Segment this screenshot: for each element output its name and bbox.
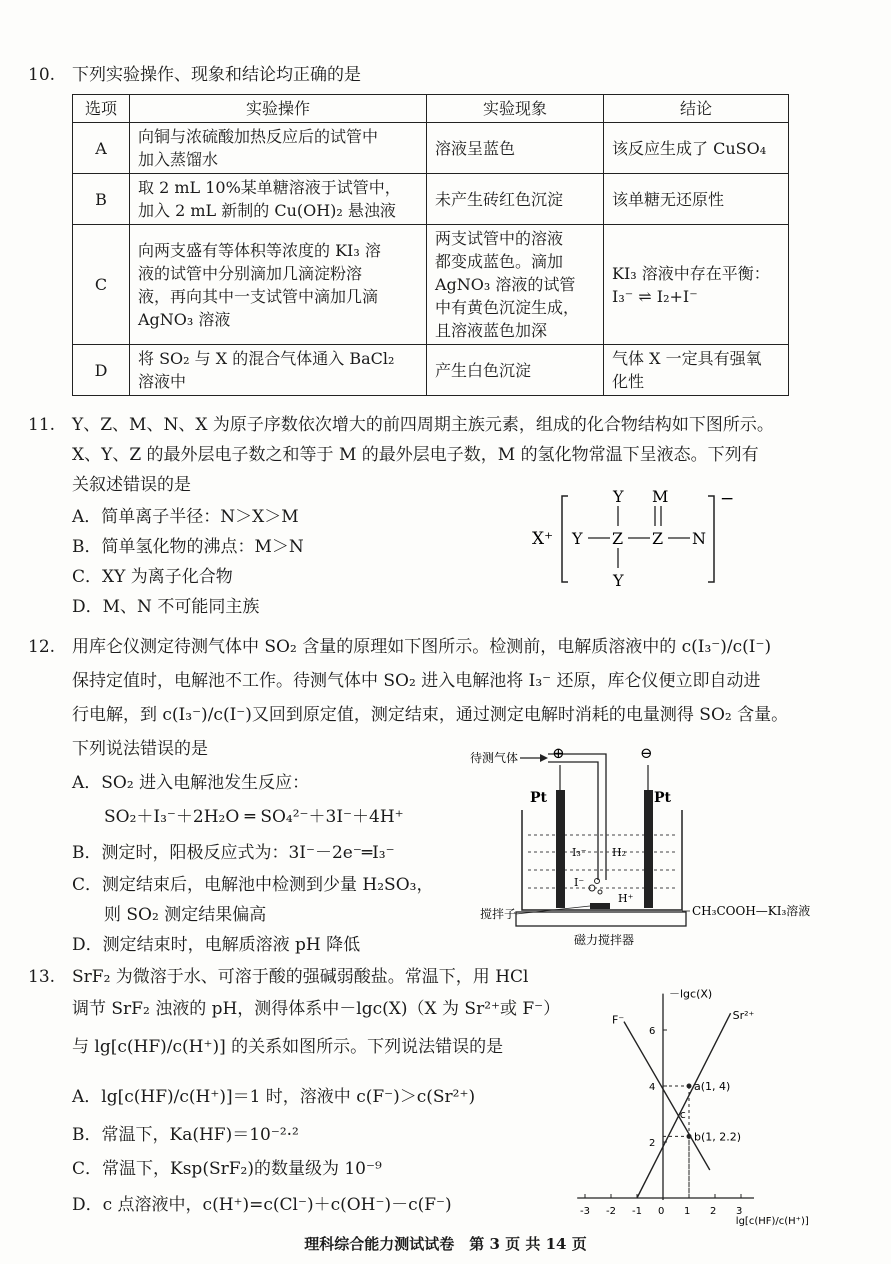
table-row xyxy=(73,174,789,225)
q12-option-c-cont: 则 SO₂ 测定结果偏高 xyxy=(104,905,267,925)
data-point xyxy=(687,1134,692,1139)
magnetic-stirrer-base xyxy=(516,912,686,926)
atom-z-1: Z xyxy=(612,529,624,548)
series-line xyxy=(624,1022,710,1170)
gas-inlet-label: 待测气体 xyxy=(470,751,519,765)
q13-option-d: D．c 点溶液中，c(H⁺)=c(Cl⁻)＋c(OH⁻)－c(F⁻) xyxy=(72,1195,452,1215)
row-operation: 将 SO₂ 与 X 的混合气体通入 BaCl₂ 溶液中 xyxy=(130,345,427,396)
q10-table xyxy=(72,94,789,396)
q11-stem-line: X、Y、Z 的最外层电子数之和等于 M 的最外层电子数，M 的氢化物常温下呈液态。下列有 xyxy=(72,445,759,465)
stirrer-base-label: 磁力搅拌器 xyxy=(574,933,635,947)
x-tick-label: 3 xyxy=(736,1206,743,1217)
table-row xyxy=(73,123,789,174)
right-electrode-label: Pt xyxy=(654,790,671,806)
x-axis-label: lg[c(HF)/c(H⁺)] xyxy=(735,1216,809,1227)
q13-stem-line: 与 lg[c(HF)/c(H⁺)] 的关系如图所示。下列说法错误的是 xyxy=(72,1037,504,1057)
x-tick-label: -2 xyxy=(606,1206,616,1217)
row-operation: 向两支盛有等体积等浓度的 KI₃ 溶 液的试管中分别滴加几滴淀粉溶 液，再向其中一支试管中滴加几滴 AgNO₃ 溶液 xyxy=(130,225,427,345)
anion-charge: − xyxy=(720,489,735,509)
x-tick-label: -3 xyxy=(580,1206,590,1217)
point-label: a(1, 4) xyxy=(694,1080,731,1093)
q12-number: 12. xyxy=(28,637,56,657)
q13-option-a: A．lg[c(HF)/c(H⁺)]＝1 时，溶液中 c(F⁻)＞c(Sr²⁺) xyxy=(72,1087,476,1107)
row-phenomenon: 未产生砖红色沉淀 xyxy=(427,174,604,225)
series-label: Sr²⁺ xyxy=(732,1009,755,1023)
row-conclusion: 该反应生成了 CuSO₄ xyxy=(604,123,789,174)
x-tick-label: 2 xyxy=(710,1206,717,1217)
table-row xyxy=(73,345,789,396)
x-tick-label: 0 xyxy=(658,1206,665,1217)
q12-option-b: B．测定时，阳极反应式为：3I⁻－2e⁻═I₃⁻ xyxy=(72,843,395,863)
atom-m: M xyxy=(652,487,669,506)
table-header-row xyxy=(73,95,789,123)
cation-label: X⁺ xyxy=(532,529,554,549)
q12-electrolysis-diagram xyxy=(470,740,820,950)
q11-stem-line: 关叙述错误的是 xyxy=(72,475,191,495)
table-row xyxy=(73,225,789,345)
point-label: b(1, 2.2) xyxy=(694,1130,742,1144)
q11-stem-line: Y、Z、M、N、X 为原子序数依次增大的前四周期主族元素，组成的化合物结构如下图所示。 xyxy=(72,415,774,435)
series-label: F⁻ xyxy=(612,1013,625,1027)
header-option: 选项 xyxy=(73,95,130,123)
row-option: D xyxy=(73,345,130,396)
header-operation: 实验操作 xyxy=(130,95,427,123)
y-axis-label: －lgc(X) xyxy=(669,987,713,1001)
q13-stem-line: SrF₂ 为微溶于水、可溶于酸的强碱弱酸盐。常温下，用 HCl xyxy=(72,967,529,987)
atom-y-left: Y xyxy=(572,529,583,548)
q12-stem-line: 保持定值时，电解池不工作。待测气体中 SO₂ 进入电解池将 I₃⁻ 还原，库仑仪便立即自动进 xyxy=(72,671,761,691)
point-label: c xyxy=(679,1108,686,1121)
q11-option-b: B．简单氢化物的沸点：M＞N xyxy=(72,537,304,557)
q12-option-c: C．测定结束后，电解池中检测到少量 H₂SO₃， xyxy=(72,875,434,895)
q11-option-c: C．XY 为离子化合物 xyxy=(72,567,233,587)
row-option: C xyxy=(73,225,130,345)
q10-stem: 下列实验操作、现象和结论均正确的是 xyxy=(72,65,361,85)
row-conclusion: 气体 X 一定具有强氧 化性 xyxy=(604,345,789,396)
row-phenomenon: 溶液呈蓝色 xyxy=(427,123,604,174)
q11-number: 11. xyxy=(28,415,56,435)
q13-stem-line: 调节 SrF₂ 浊液的 pH，测得体系中－lgc(X)（X 为 Sr²⁺或 F⁻） xyxy=(72,999,561,1019)
hplus-label: H⁺ xyxy=(618,892,634,905)
q12-option-d: D．测定结束时，电解质溶液 pH 降低 xyxy=(72,935,361,955)
q12-option-a: A．SO₂ 进入电解池发生反应： xyxy=(72,773,310,793)
row-phenomenon: 产生白色沉淀 xyxy=(427,345,604,396)
data-point xyxy=(687,1084,692,1089)
x-tick-label: 1 xyxy=(684,1206,691,1217)
row-phenomenon: 两支试管中的溶液 都变成蓝色。滴加 AgNO₃ 溶液的试管 中有黄色沉淀生成， 且溶液蓝色加深 xyxy=(427,225,604,345)
row-option: A xyxy=(73,123,130,174)
anode-sign-icon: ⊕ xyxy=(552,744,565,762)
iminus-label: I⁻ xyxy=(574,876,585,889)
cathode-electrode xyxy=(644,790,653,908)
atom-y-top: Y xyxy=(613,487,624,506)
q11-option-d: D．M、N 不可能同主族 xyxy=(72,597,260,617)
atom-z-2: Z xyxy=(652,529,664,548)
q11-option-a: A．简单离子半径：N＞X＞M xyxy=(72,507,299,527)
row-conclusion: 该单糖无还原性 xyxy=(604,174,789,225)
x-tick-label: -1 xyxy=(632,1206,642,1217)
cathode-sign-icon: ⊖ xyxy=(640,744,653,762)
row-option: B xyxy=(73,174,130,225)
y-tick-label: 4 xyxy=(649,1082,656,1093)
stirrer-label: 搅拌子 xyxy=(480,907,517,921)
atom-n: N xyxy=(692,529,706,548)
page-footer: 理科综合能力测试试卷 第 3 页 共 14 页 xyxy=(304,1235,587,1253)
anode-electrode xyxy=(556,790,565,908)
left-electrode-label: Pt xyxy=(530,790,547,806)
atom-y-bottom: Y xyxy=(613,571,624,590)
y-tick-label: 6 xyxy=(649,1026,656,1037)
q11-structure-diagram xyxy=(520,482,760,592)
i3-label: I₃⁻ xyxy=(572,846,587,859)
header-conclusion: 结论 xyxy=(604,95,789,123)
y-tick-label: 2 xyxy=(649,1138,656,1149)
q12-stem-line: 用库仑仪测定待测气体中 SO₂ 含量的原理如下图所示。检测前，电解质溶液中的 c(I₃⁻)/c(I⁻) xyxy=(72,637,772,657)
q13-option-b: B．常温下，Ka(HF)＝10⁻²·² xyxy=(72,1125,299,1145)
solution-label: CH₃COOH—KI₃溶液 xyxy=(692,904,811,918)
q13-number: 13. xyxy=(28,967,56,987)
q12-option-a-equation: SO₂＋I₃⁻＋2H₂O ═ SO₄²⁻＋3I⁻＋4H⁺ xyxy=(104,807,404,827)
q10-number: 10. xyxy=(28,65,56,85)
row-conclusion: KI₃ 溶液中存在平衡： I₃⁻ ⇌ I₂+I⁻ xyxy=(604,225,789,345)
header-phenomenon: 实验现象 xyxy=(427,95,604,123)
q13-option-c: C．常温下，Ksp(SrF₂)的数量级为 10⁻⁹ xyxy=(72,1159,382,1179)
row-operation: 取 2 mL 10%某单糖溶液于试管中， 加入 2 mL 新制的 Cu(OH)₂ 悬浊液 xyxy=(130,174,427,225)
series-line xyxy=(637,1013,731,1198)
q13-chart xyxy=(560,958,810,1228)
q12-stem-line: 行电解，到 c(I₃⁻)/c(I⁻)又回到原定值，测定结束，通过测定电解时消耗的电量测得 SO₂ 含量。 xyxy=(72,705,789,725)
q12-stem-line: 下列说法错误的是 xyxy=(72,739,208,759)
h2-label: H₂ xyxy=(612,846,627,859)
stirrer-bar xyxy=(590,903,610,909)
row-operation: 向铜与浓硫酸加热反应后的试管中 加入蒸馏水 xyxy=(130,123,427,174)
